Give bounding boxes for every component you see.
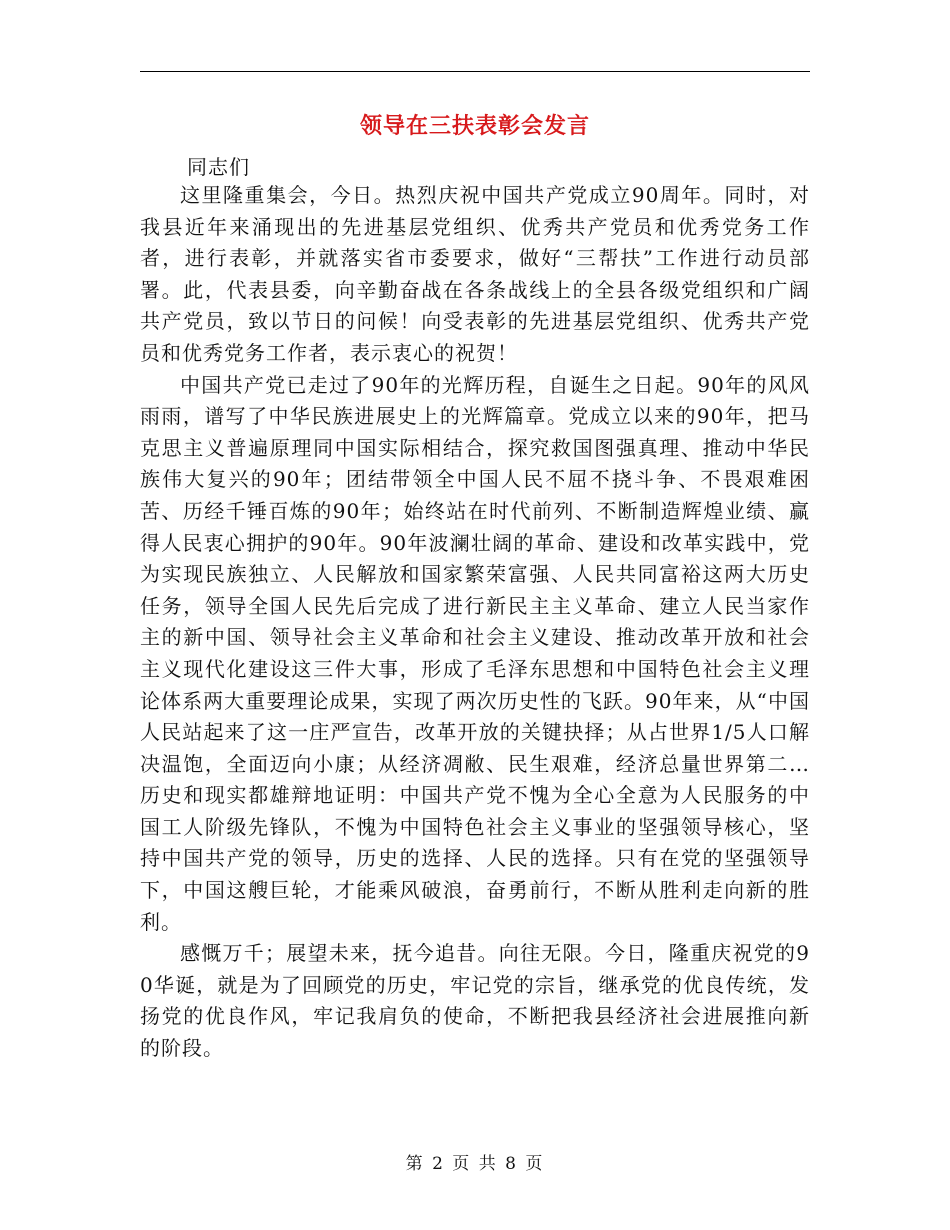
document-body	[140, 180, 810, 1065]
document-title: 领导在三扶表彰会发言	[359, 113, 590, 139]
paragraph-2: 中国共产党已走过了90年的光辉历程，自诞生之日起。90年的风风雨雨，谱写了中华民族进展史上的光辉篇章。党成立以来的90年，把马克思主义普遍原理同中国实际相结合，探究救国图强真理、推动中华民族伟大复兴的90年；团结带领全中国人民不屈不挠斗争、不畏艰难困苦、历经千锤百炼的90年；始终站在时代前列、不断制造辉煌业绩、赢得人民衷心拥护的90年。90年波澜壮阔的革命、建设和改革实践中，党为实现民族独立、人民解放和国家繁荣富强、人民共同富裕这两大历史任务，领导全国人民先后完成了进行新民主主义革命、建立人民当家作主的新中国、领导社会主义革命和社会主义建设、推动改革开放和社会主义现代化建设这三件大事，形成了毛泽东思想和中国特色社会主义理论体系两大重要理论成果，实现了两次历史性的飞跃。90年来，从“中国人民站起来了这一庄严宣告，改革开放的关键抉择；从占世界1/5人口解决温饱，全面迈向小康；从经济凋敝、民生艰难，经济总量世界第二…历史和现实都雄辩地证明：中国共产党不愧为全心全意为人民服务的中国工人阶级先锋队，不愧为中国特色社会主义事业的坚强领导核心，坚持中国共产党的领导，历史的选择、人民的选择。只有在党的坚强领导下，中国这艘巨轮，才能乘风破浪，奋勇前行，不断从胜利走向新的胜利。	[140, 372, 810, 934]
salutation: 同志们	[187, 155, 250, 179]
page-number: 第 2 页 共 8 页	[405, 1154, 545, 1174]
paragraph-3: 感慨万千；展望未来，抚今追昔。向往无限。今日，隆重庆祝党的90华诞，就是为了回顾党的历史，牢记党的宗旨，继承党的优良传统，发扬党的优良作风，牢记我肩负的使命，不断把我县经济社会进展推向新的阶段。	[140, 941, 810, 1061]
paragraph-1: 这里隆重集会，今日。热烈庆祝中国共产党成立90周年。同时，对我县近年来涌现出的先进基层党组织、优秀共产党员和优秀党务工作者，进行表彰，并就落实省市委要求，做好“三帮扶”工作进行动员部署。此，代表县委，向辛勤奋战在各条战线上的全县各级党组织和广阔共产党员，致以节日的问候！向受表彰的先进基层党组织、优秀共产党员和优秀党务工作者，表示衷心的祝贺！	[140, 183, 810, 365]
header-rule	[140, 71, 810, 72]
